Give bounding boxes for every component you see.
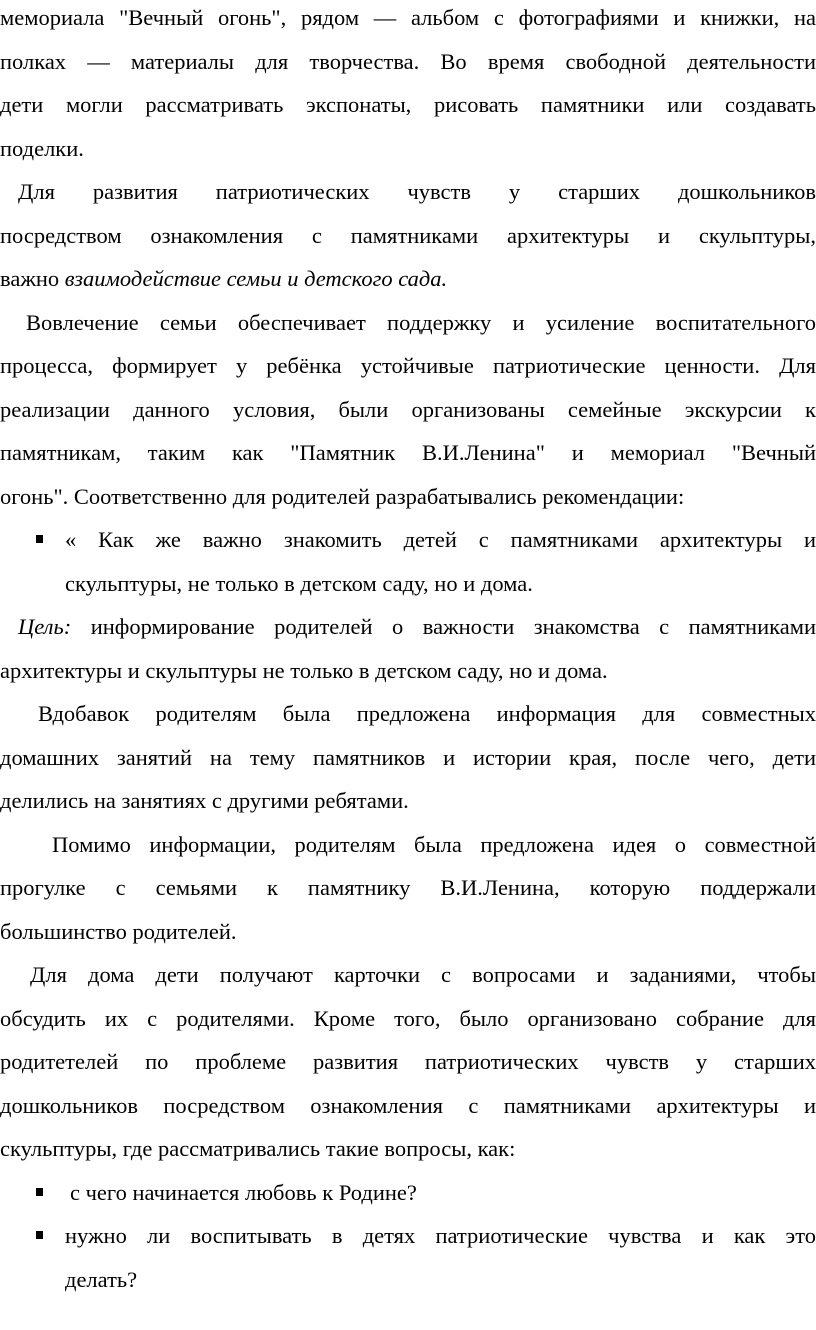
text-segment: « Как же важно знакомить детей с памятниками архитектуры и	[65, 527, 816, 552]
text-segment: процесса, формирует у ребёнка устойчивые патриотические ценности. Для	[0, 353, 816, 378]
text-line	[0, 40, 816, 84]
text-segment: большинство родителей.	[0, 918, 237, 944]
text-line	[0, 214, 816, 258]
text-segment: реализации данного условия, были организованы семейные экскурсии к	[0, 396, 816, 422]
text-line	[0, 1171, 816, 1215]
text-line	[0, 649, 816, 693]
bullet-square-icon	[36, 1188, 43, 1196]
text-line	[0, 301, 816, 345]
text-segment: Помимо информации, родителям была предложена идея о совместной	[52, 831, 816, 857]
bullet-square-icon	[36, 1231, 43, 1239]
italic-text: взаимодействие семьи и детского сада.	[64, 266, 448, 291]
text-segment: огонь". Соответственно для родителей разрабатывались рекомендации:	[0, 483, 685, 509]
text-segment: Вдобавок родителям была предложена информация для совместных	[38, 701, 816, 726]
text-line	[0, 1214, 816, 1258]
text-line	[0, 562, 816, 606]
text-line	[0, 910, 816, 954]
text-segment: информирование родителей о важности знакомства с памятниками	[71, 614, 816, 639]
italic-text: Цель:	[18, 614, 72, 639]
text-line	[0, 692, 816, 736]
text-line	[0, 170, 816, 214]
text-segment: скульптуры, где рассматривались такие вопросы, как:	[0, 1136, 516, 1161]
text-line	[0, 1127, 816, 1171]
text-line	[0, 431, 816, 475]
text-segment: делать?	[65, 1266, 138, 1292]
text-line	[0, 475, 816, 519]
text-segment: важно	[0, 266, 65, 291]
text-line	[0, 257, 816, 301]
text-line	[0, 779, 816, 823]
text-line	[0, 388, 816, 432]
text-segment: дошкольников посредством ознакомления с памятниками архитектуры и	[0, 1092, 816, 1118]
text-segment: с чего начинается любовь к Родине?	[70, 1179, 417, 1205]
text-segment: Для дома дети получают карточки с вопросами и заданиями, чтобы	[30, 962, 816, 987]
text-line	[0, 736, 816, 780]
text-line	[0, 1040, 816, 1084]
text-segment: Для развития патриотических чувств у старших дошкольников	[18, 179, 816, 204]
text-segment: полках — материалы для творчества. Во время свободной деятельности	[0, 48, 816, 74]
text-line	[0, 83, 816, 127]
text-segment: поделки.	[0, 135, 84, 161]
text-segment: Вовлечение семьи обеспечивает поддержку и усиление воспитательного	[26, 309, 816, 335]
text-segment: прогулке с семьями к памятнику В.И.Ленина, которую поддержали	[0, 875, 816, 900]
text-segment: архитектуры и скульптуры не только в детском саду, но и дома.	[0, 657, 608, 683]
text-line	[0, 953, 816, 997]
text-segment: домашних занятий на тему памятников и истории края, после чего, дети	[0, 744, 816, 770]
text-line	[0, 997, 816, 1041]
text-segment: нужно ли воспитывать в детях патриотические чувства и как это	[65, 1223, 816, 1248]
text-line	[0, 823, 816, 867]
text-segment: мемориала "Вечный огонь", рядом — альбом с фотографиями и книжки, на	[0, 5, 816, 30]
text-segment: памятникам, таким как "Памятник В.И.Ленина" и мемориал "Вечный	[0, 440, 816, 465]
text-line	[0, 1084, 816, 1128]
text-line	[0, 344, 816, 388]
text-segment: обсудить их с родителями. Кроме того, было организовано собрание для	[0, 1005, 816, 1031]
text-segment: скульптуры, не только в детском саду, но и дома.	[65, 570, 533, 596]
text-line	[0, 127, 816, 171]
text-segment: родитетелей по проблеме развития патриотических чувств у старших	[0, 1049, 816, 1074]
text-line	[0, 0, 816, 40]
text-line	[0, 518, 816, 562]
text-segment: дети могли рассматривать экспонаты, рисовать памятники или создавать	[0, 92, 816, 117]
text-segment: делились на занятиях с другими ребятами.	[0, 788, 409, 813]
text-line	[0, 866, 816, 910]
text-line	[0, 1258, 816, 1302]
bullet-square-icon	[36, 535, 43, 543]
text-line	[0, 605, 816, 649]
text-segment: посредством ознакомления с памятниками архитектуры и скульптуры,	[0, 222, 816, 248]
